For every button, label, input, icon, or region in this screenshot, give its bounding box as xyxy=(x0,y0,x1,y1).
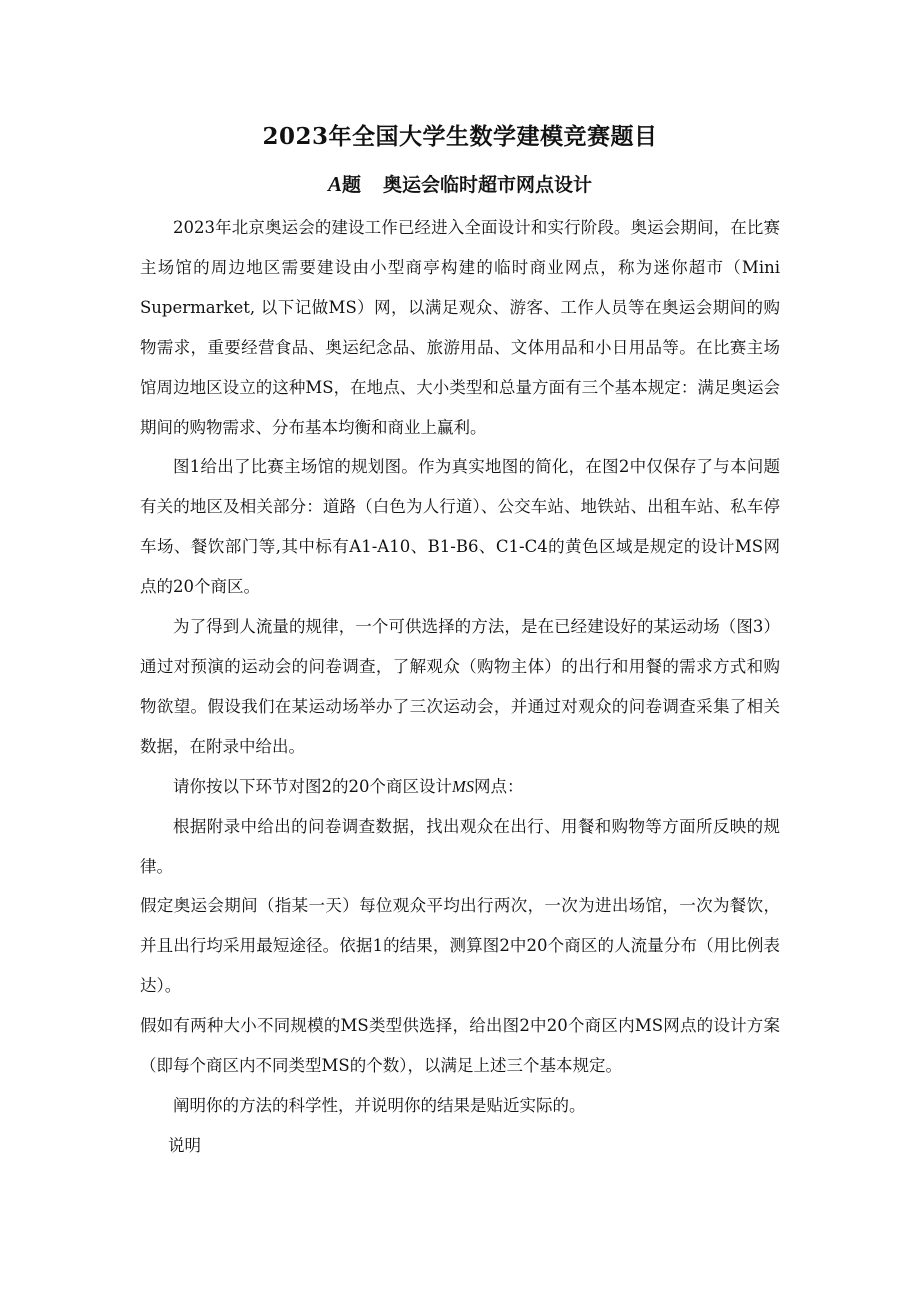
problem-subtitle xyxy=(0,170,920,197)
paragraph-survey-method: 为了得到人流量的规律，一个可供选择的方法，是在已经建设好的某运动场（图3）通过对预演的运动会的问卷调查，了解观众（购物主体）的出行和用餐的需求方式和购物欲望。假设我们在某运动场举办了三次运动会，并通过对观众的问卷调查采集了相关数据，在附录中给出。 xyxy=(140,617,780,756)
task-intro-text: 请你按以下环节对图2的20个商区设计 xyxy=(173,776,452,796)
task-intro-end: 网点： xyxy=(474,776,524,796)
task-step-3: 假如有两种大小不同规模的MS类型供选择，给出图2中20个商区内MS网点的设计方案（即每个商区内不同类型MS的个数），以满足上述三个基本规定。 xyxy=(140,1016,780,1076)
paragraph-map-description: 图1给出了比赛主场馆的规划图。作为真实地图的简化，在图2中仅保存了与本问题有关的地区及相关部分：道路（白色为人行道）、公交车站、地铁站、出租车站、私车停车场、餐饮部门等,其中标有A1-A10、B1-B6、C1-C4的黄色区域是规定的设计MS网点的20个商区。 xyxy=(140,457,780,597)
task-step-2: 假定奥运会期间（指某一天）每位观众平均出行两次，一次为进出场馆，一次为餐饮，并且出行均采用最短途径。依据1的结果，测算图2中20个商区的人流量分布（用比例表达）。 xyxy=(140,896,780,996)
notes-label: 说明 xyxy=(168,1135,201,1155)
document-title: 2023年全国大学生数学建模竞赛题目 xyxy=(262,123,658,150)
problem-letter: A xyxy=(327,172,342,196)
task-conclusion: 阐明你的方法的科学性，并说明你的结果是贴近实际的。 xyxy=(173,1095,586,1115)
problem-label: 题 xyxy=(341,174,361,196)
document-body xyxy=(140,208,780,1166)
task-step-1: 根据附录中给出的问卷调查数据，找出观众在出行、用餐和购物等方面所反映的规律。 xyxy=(140,816,780,876)
problem-name: 奥运会临时超市网点设计 xyxy=(383,174,593,196)
task-intro-ms: MS xyxy=(452,776,474,796)
paragraph-background: 2023年北京奥运会的建设工作已经进入全面设计和实行阶段。奥运会期间，在比赛主场馆的周边地区需要建设由小型商亭构建的临时商业网点，称为迷你超市（Mini Supermarket, 以下记做MS）网，以满足观众、游客、工作人员等在奥运会期间的购物需求，重要经营食品、奥运纪念品、旅游用品、文体用品和小日用品等。在比赛主场馆周边地区设立的这种MS，在地点、大小类型和总量方面有三个基本规定：满足奥运会期间的购物需求、分布基本均衡和商业上赢利。 xyxy=(140,218,780,437)
paragraph-task-intro xyxy=(140,767,780,807)
